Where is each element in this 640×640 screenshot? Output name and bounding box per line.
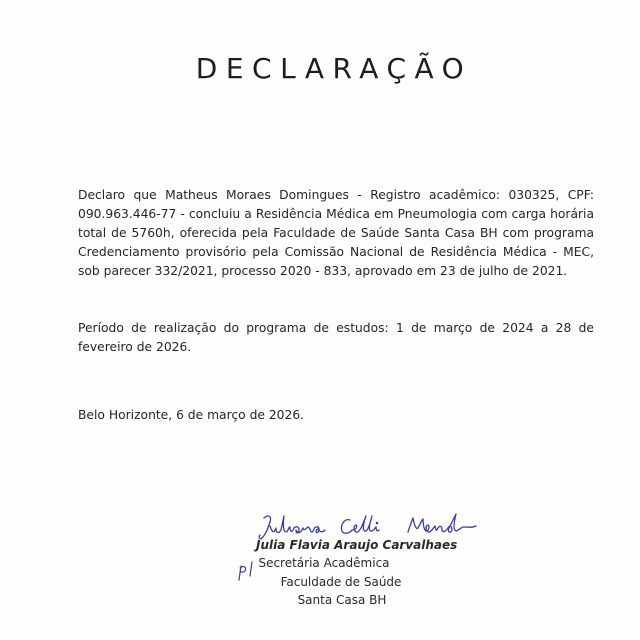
place-and-date: Belo Horizonte, 6 de março de 2026.	[78, 408, 305, 422]
document-title: DECLARAÇÃO	[195, 52, 473, 85]
signer-role: Secretária Acadêmica	[258, 556, 390, 570]
declaration-paragraph: Declaro que Matheus Moraes Domingues - Registro acadêmico: 030325, CPF: 090.963.446-77 - concluiu a Residência Médica em Pneumologia com carga horária total de 5760h, oferecida pela Faculdade de Saúde Santa Casa BH com programa Credenciamento provisório pela Comissão Nacional de Residência Médica - MEC, sob parecer 332/2021, processo 2020 - 833, aprovado em 23 de julho de 2021.	[78, 188, 594, 278]
institution-line-1: Faculdade de Saúde	[280, 575, 402, 589]
signer-name: Julia Flavia Araujo Carvalhaes	[256, 538, 458, 552]
program-period-paragraph: Período de realização do programa de estudos: 1 de março de 2024 a 28 de fevereiro de 2026.	[78, 321, 594, 354]
institution-line-2: Santa Casa BH	[297, 593, 387, 607]
